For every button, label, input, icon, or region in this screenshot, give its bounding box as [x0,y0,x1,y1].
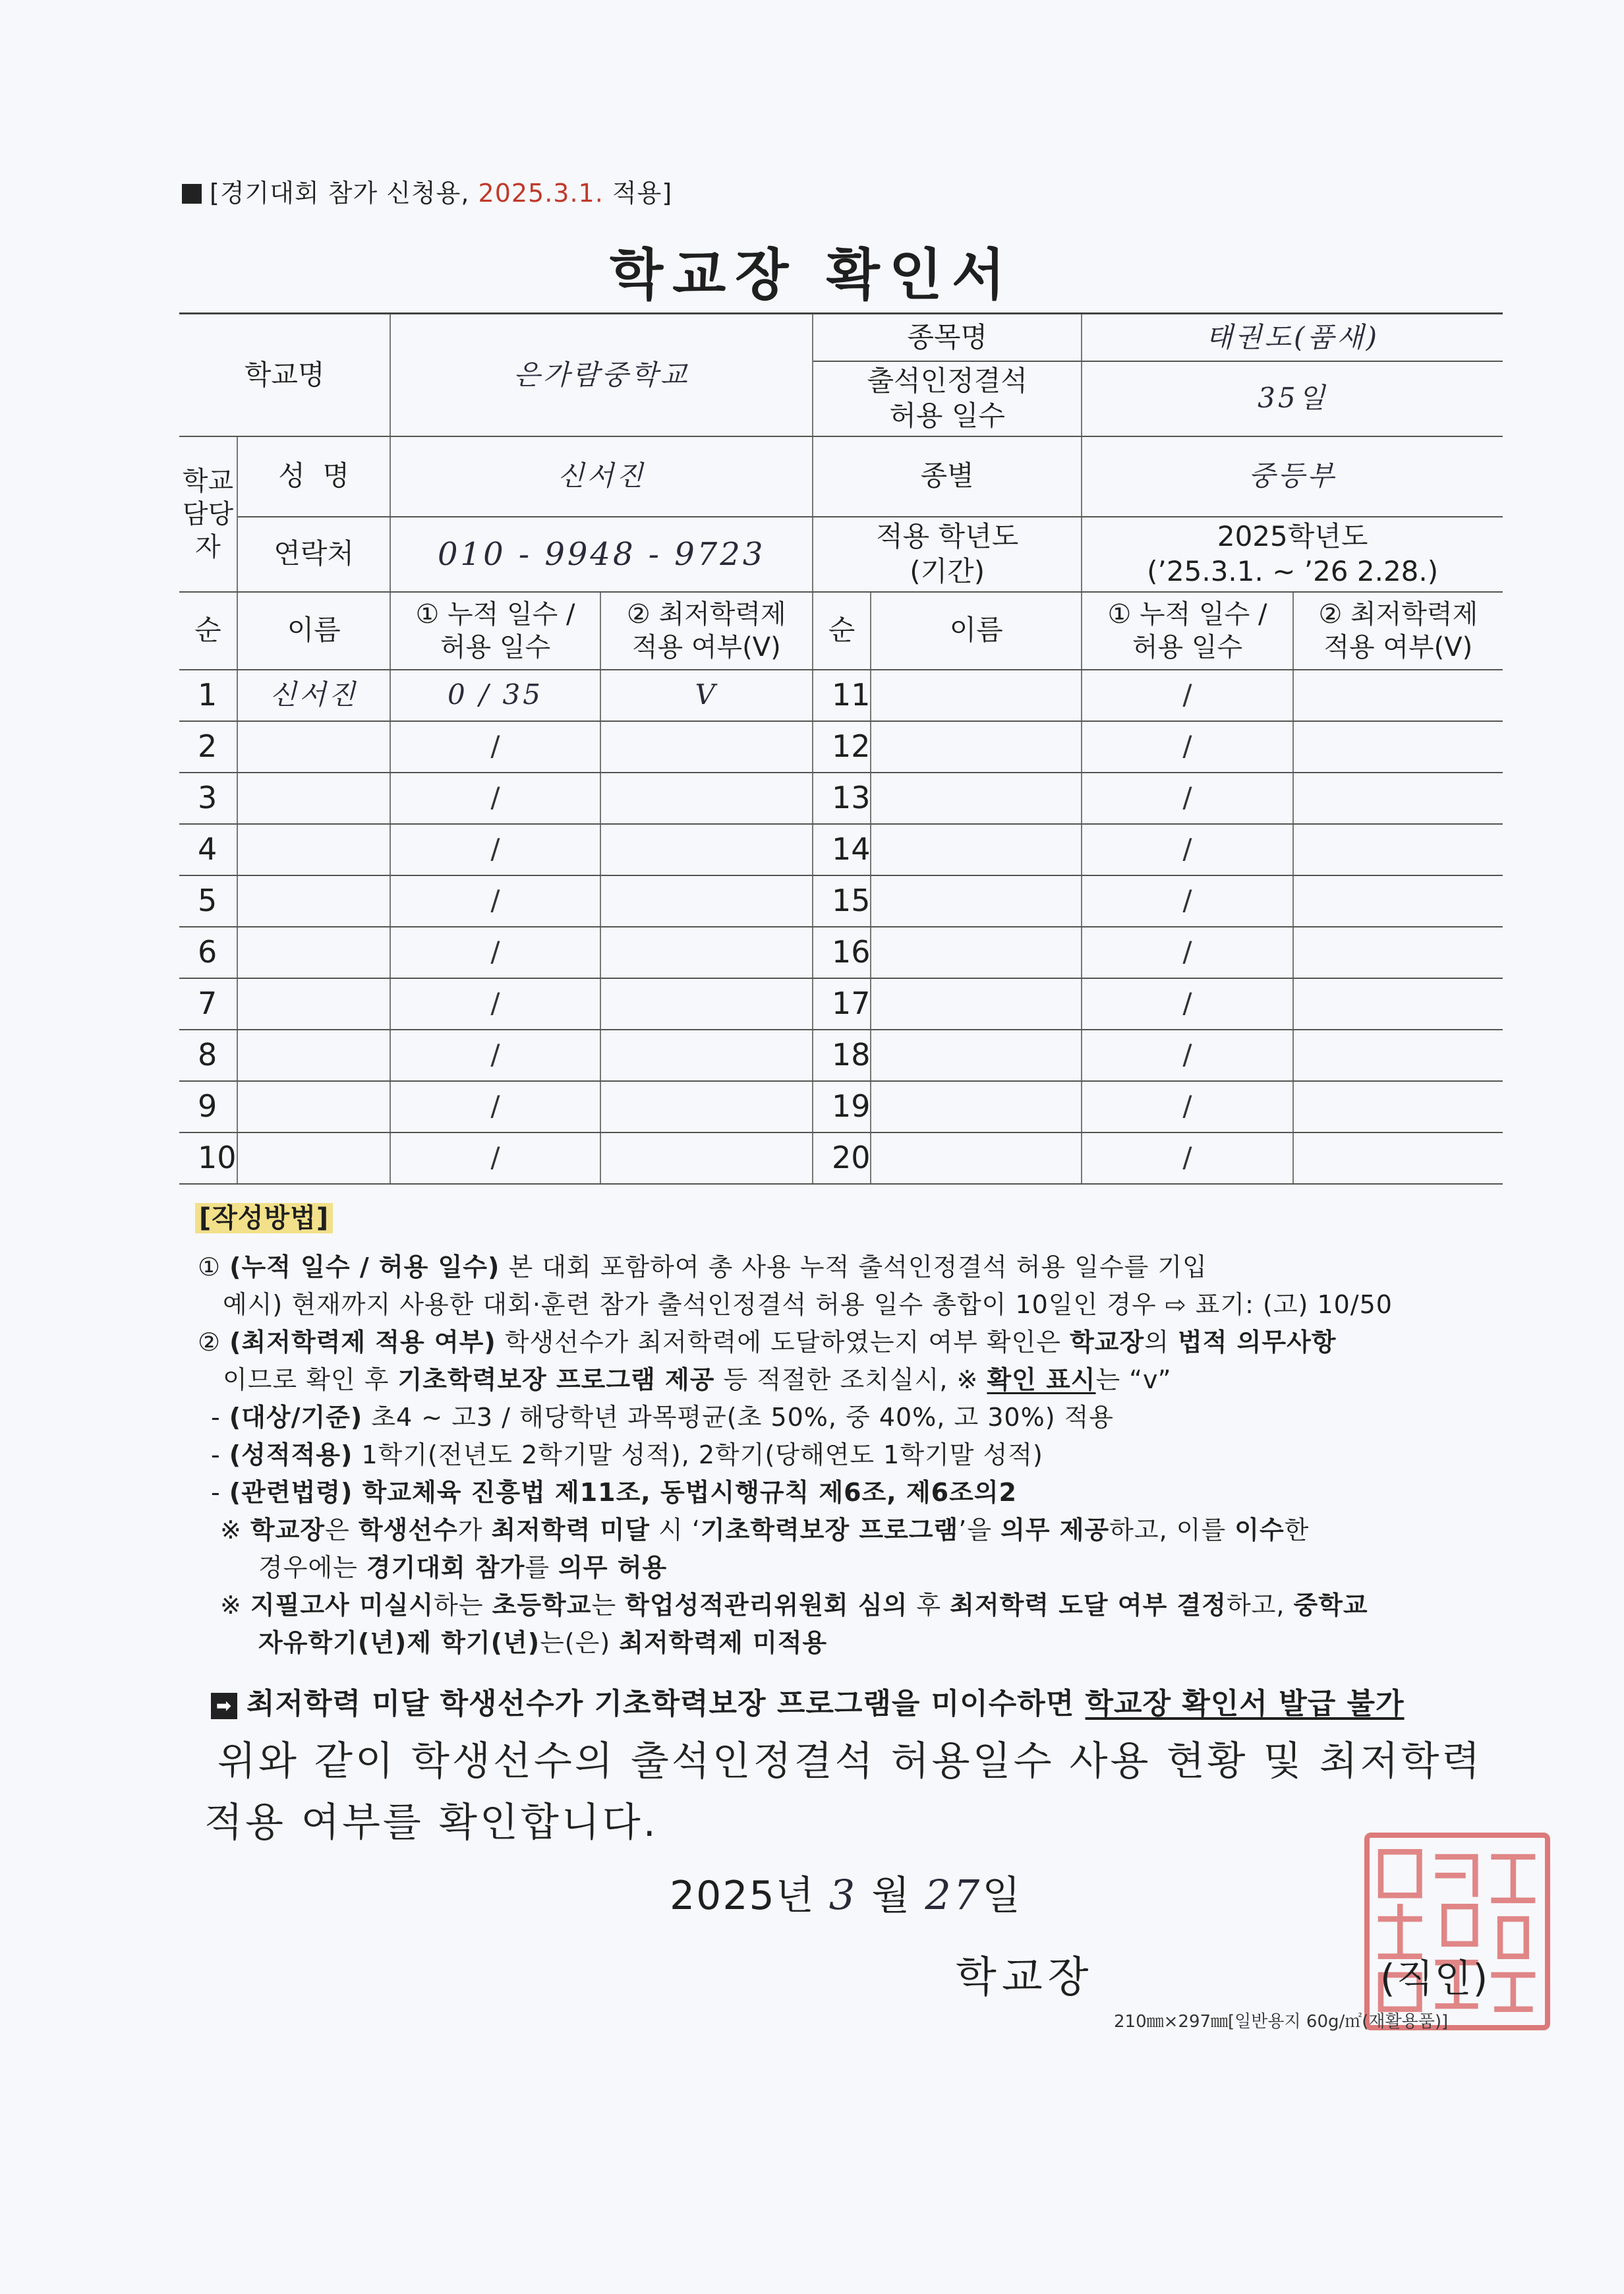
instruction-line: 예시) 현재까지 사용한 대회·훈련 참가 출석인정결석 허용 일수 총합이 10일인 경우 ⇨ 표기: (고) 10/50 [223,1290,1393,1319]
min-standard-check [1293,1030,1503,1081]
min-standard-check [600,824,813,875]
instructions-heading: [작성방법] [195,1203,333,1233]
table-row [179,670,1503,721]
min-standard-check: V [600,670,813,721]
days-used: / [1082,773,1292,824]
student-name [237,1030,390,1081]
min-standard-check [1293,875,1503,927]
row-number: 1 [179,670,237,721]
instruction-line: ※ 지필고사 미실시하는 초등학교는 학업성적관리위원회 심의 후 최저학력 도달 여부 결정하고, 중학교 [220,1591,1368,1620]
student-name [871,927,1082,978]
days-used: / [390,1081,600,1132]
table-row [179,1081,1503,1132]
days-used: / [1082,927,1292,978]
sport-value: 태권도(품새) [1082,314,1503,361]
table-row [179,875,1503,927]
student-name [871,721,1082,773]
category-value: 중등부 [1082,436,1503,517]
days-used: 0 / 35 [390,670,600,721]
student-name [871,875,1082,927]
paper-spec: 210㎜×297㎜[일반용지 60g/㎡(재활용품)] [1114,2012,1449,2032]
min-standard-check [600,1132,813,1184]
min-standard-check [600,927,813,978]
contact-label: 연락처 [237,517,390,592]
row-number: 11 [813,670,871,721]
row-number: 8 [179,1030,237,1081]
instruction-line: 경우에는 경기대회 참가를 의무 허용 [258,1553,668,1582]
days-used: / [1082,1081,1292,1132]
instruction-line: - (관련법령) 학교체육 진흥법 제11조, 동법시행규칙 제6조, 제6조의2 [211,1478,1017,1507]
min-standard-check [1293,824,1503,875]
min-standard-check [600,1081,813,1132]
row-number: 7 [179,978,237,1030]
instructions [198,1198,1503,1662]
header-note: [경기대회 참가 신청용, 2025.3.1. 적용] [182,173,672,209]
min-standard-check [600,721,813,773]
days-used: / [1082,875,1292,927]
square-bullet-icon [182,184,202,204]
min-standard-check [600,978,813,1030]
days-used: / [1082,670,1292,721]
student-name [237,927,390,978]
row-number: 13 [813,773,871,824]
student-name [237,978,390,1030]
school-name-label: 학교명 [179,314,390,436]
row-number: 14 [813,824,871,875]
category-label: 종별 [813,436,1082,517]
table-row [179,773,1503,824]
principal-title: 학교장 [956,1953,1094,2002]
col-name-header: 이름 [237,592,390,670]
col-no-header-right: 순 [813,592,871,670]
sport-label: 종목명 [813,314,1082,361]
manager-name-value: 신서진 [390,436,813,517]
min-standard-check [1293,927,1503,978]
col-name-header-right: 이름 [871,592,1082,670]
row-number: 16 [813,927,871,978]
row-number: 17 [813,978,871,1030]
school-name-value: 은가람중학교 [390,314,813,436]
instruction-line: - (성적적용) 1학기(전년도 2학기말 성적), 2학기(당해연도 1학기말 성적) [211,1440,1043,1469]
col-min-header-right: ② 최저학력제 적용 여부(V) [1293,592,1503,670]
month-value: 3 [828,1871,858,1919]
min-standard-check [600,773,813,824]
student-name [237,824,390,875]
table-row [179,1132,1503,1184]
day-value: 27 [925,1871,983,1919]
col-days-header-right: ① 누적 일수 / 허용 일수 [1082,592,1292,670]
min-standard-check [1293,978,1503,1030]
days-used: / [390,1132,600,1184]
table-row [179,927,1503,978]
student-name: 신서진 [237,670,390,721]
col-no-header: 순 [179,592,237,670]
days-used: / [1082,824,1292,875]
days-used: / [390,824,600,875]
min-standard-check [1293,1132,1503,1184]
student-name [871,670,1082,721]
student-name [871,773,1082,824]
col-min-header: ② 최저학력제 적용 여부(V) [600,592,813,670]
allowed-days-label: 출석인정결석 허용 일수 [813,361,1082,436]
contact-value: 010 - 9948 - 9723 [390,517,813,592]
row-number: 20 [813,1132,871,1184]
student-name [237,875,390,927]
instruction-line: ※ 학교장은 학생선수가 최저학력 미달 시 ‘기초학력보장 프로그램’을 의무 제공하고, 이를 이수한 [220,1515,1310,1544]
table-row [179,978,1503,1030]
min-standard-check [600,1030,813,1081]
student-name [237,1081,390,1132]
row-number: 2 [179,721,237,773]
row-number: 19 [813,1081,871,1132]
min-standard-check [1293,1081,1503,1132]
instruction-line: ① (누적 일수 / 허용 일수) 본 대회 포함하여 총 사용 누적 출석인정결석 허용 일수를 기입 [198,1252,1207,1281]
col-days-header: ① 누적 일수 / 허용 일수 [390,592,600,670]
student-name [871,1081,1082,1132]
days-used: / [390,927,600,978]
student-name [871,1132,1082,1184]
days-used: / [390,875,600,927]
student-rows [179,670,1503,1184]
manager-name-label: 성 명 [237,436,390,517]
confirmation-form-table [179,312,1503,1185]
student-name [871,824,1082,875]
days-used: / [390,721,600,773]
row-number: 18 [813,1030,871,1081]
row-number: 6 [179,927,237,978]
min-standard-check [1293,773,1503,824]
instruction-line: - (대상/기준) 초4 ~ 고3 / 해당학년 과목평균(초 50%, 중 40%, 고 30%) 적용 [211,1403,1115,1432]
min-standard-check [1293,721,1503,773]
days-used: / [1082,1132,1292,1184]
student-name [237,773,390,824]
row-number: 5 [179,875,237,927]
row-number: 3 [179,773,237,824]
days-used: / [1082,978,1292,1030]
school-year-label: 적용 학년도 (기간) [813,517,1082,592]
table-row [179,1030,1503,1081]
instruction-line: 이므로 확인 후 기초학력보장 프로그램 제공 등 적절한 조치실시, ※ 확인 표시는 “v” [223,1365,1172,1394]
row-number: 4 [179,824,237,875]
instruction-line: 자유학기(년)제 학기(년)는(은) 최저학력제 미적용 [258,1628,828,1657]
issue-date: 2025년 3 월 27일 [670,1871,1022,1919]
days-used: / [1082,721,1292,773]
effective-date: 2025.3.1. [478,179,604,208]
row-number: 12 [813,721,871,773]
min-standard-check [600,875,813,927]
row-number: 10 [179,1132,237,1184]
student-name [237,1132,390,1184]
school-year-value: 2025학년도 (’25.3.1. ~ ’26 2.28.) [1082,517,1503,592]
days-used: / [390,773,600,824]
confirmation-statement: 위와 같이 학생선수의 출석인정결석 허용일수 사용 현황 및 최저학력 적용 여부를 확인합니다. [204,1738,1483,1846]
min-standard-check [1293,670,1503,721]
allowed-days-value: 35일 [1082,361,1503,436]
student-name [871,978,1082,1030]
seal-label: (직인) [1380,1956,1490,2001]
student-name [237,721,390,773]
page-title: 학교장 확인서 [609,243,1015,307]
notice-line: ➡ 최저학력 미달 학생선수가 기초학력보장 프로그램을 미이수하면 학교장 확인서 발급 불가 [211,1680,1405,1722]
table-row [179,824,1503,875]
days-used: / [390,1030,600,1081]
row-number: 9 [179,1081,237,1132]
student-name [871,1030,1082,1081]
table-row [179,721,1503,773]
instruction-line: ② (최저학력제 적용 여부) 학생선수가 최저학력에 도달하였는지 여부 확인은 학교장의 법적 의무사항 [198,1328,1337,1357]
arrow-box-icon: ➡ [211,1693,237,1719]
days-used: / [1082,1030,1292,1081]
row-number: 15 [813,875,871,927]
manager-label: 학교 담당자 [179,436,237,592]
days-used: / [390,978,600,1030]
